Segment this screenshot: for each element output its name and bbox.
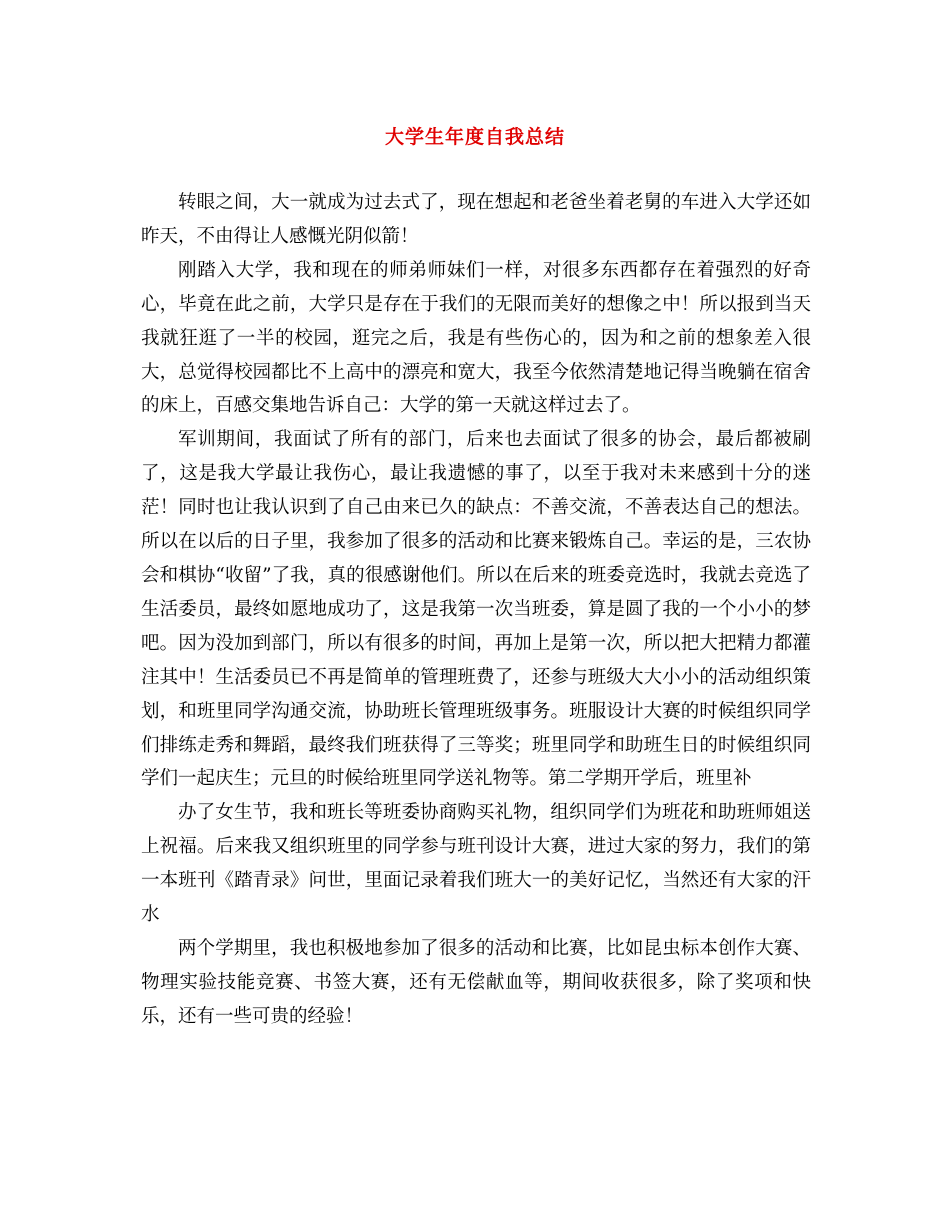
paragraph: 军训期间，我面试了所有的部门，后来也去面试了很多的协会，最后都被刷了，这是我大学最让我伤心，最让我遗憾的事了，以至于我对未来感到十分的迷茫！同时也让我认识到了自己由来已久的缺点：不善交流，不善表达自己的想法。所以在以后的日子里，我参加了很多的活动和比赛来锻炼自己。幸运的是，三农协会和棋协“收留”了我，真的很感谢他们。所以在后来的班委竞选时，我就去竞选了生活委员，最终如愿地成功了，这是我第一次当班委，算是圆了我的一个小小的梦吧。因为没加到部门，所以有很多的时间，再加上是第一次，所以把大把精力都灌注其中！生活委员已不再是简单的管理班费了，还参与班级大大小小的活动组织策划，和班里同学沟通交流，协助班长管理班级事务。班服设计大赛的时候组织同学们排练走秀和舞蹈，最终我们班获得了三等奖；班里同学和助班生日的时候组织同学们一起庆生；元旦的时候给班里同学送礼物等。第二学期开学后，班里补: [141, 429, 811, 790]
paragraph: 办了女生节，我和班长等班委协商购买礼物，组织同学们为班花和助班师姐送上祝福。后来我又组织班里的同学参与班刊设计大赛，进过大家的努力，我们的第一本班刊《踏青录》问世，里面记录着我们班大一的美好记忆，当然还有大家的汗水: [141, 802, 811, 926]
document-body: [141, 186, 811, 1034]
paragraph: 两个学期里，我也积极地参加了很多的活动和比赛，比如昆虫标本创作大赛、物理实验技能竞赛、书签大赛，还有无偿献血等，期间收获很多，除了奖项和快乐，还有一些可贵的经验！: [141, 937, 811, 1027]
document-title: 大学生年度自我总结: [384, 126, 565, 148]
paragraph: 转眼之间，大一就成为过去式了，现在想起和老爸坐着老舅的车进入大学还如昨天，不由得让人感慨光阴似箭！: [141, 192, 811, 247]
paragraph: 刚踏入大学，我和现在的师弟师妹们一样，对很多东西都存在着强烈的好奇心，毕竟在此之前，大学只是存在于我们的无限而美好的想像之中！所以报到当天我就狂逛了一半的校园，逛完之后，我是有些伤心的，因为和之前的想象差入很大，总觉得校园都比不上高中的漂亮和宽大，我至今依然清楚地记得当晚躺在宿舍的床上，百感交集地告诉自己：大学的第一天就这样过去了。: [141, 259, 811, 417]
